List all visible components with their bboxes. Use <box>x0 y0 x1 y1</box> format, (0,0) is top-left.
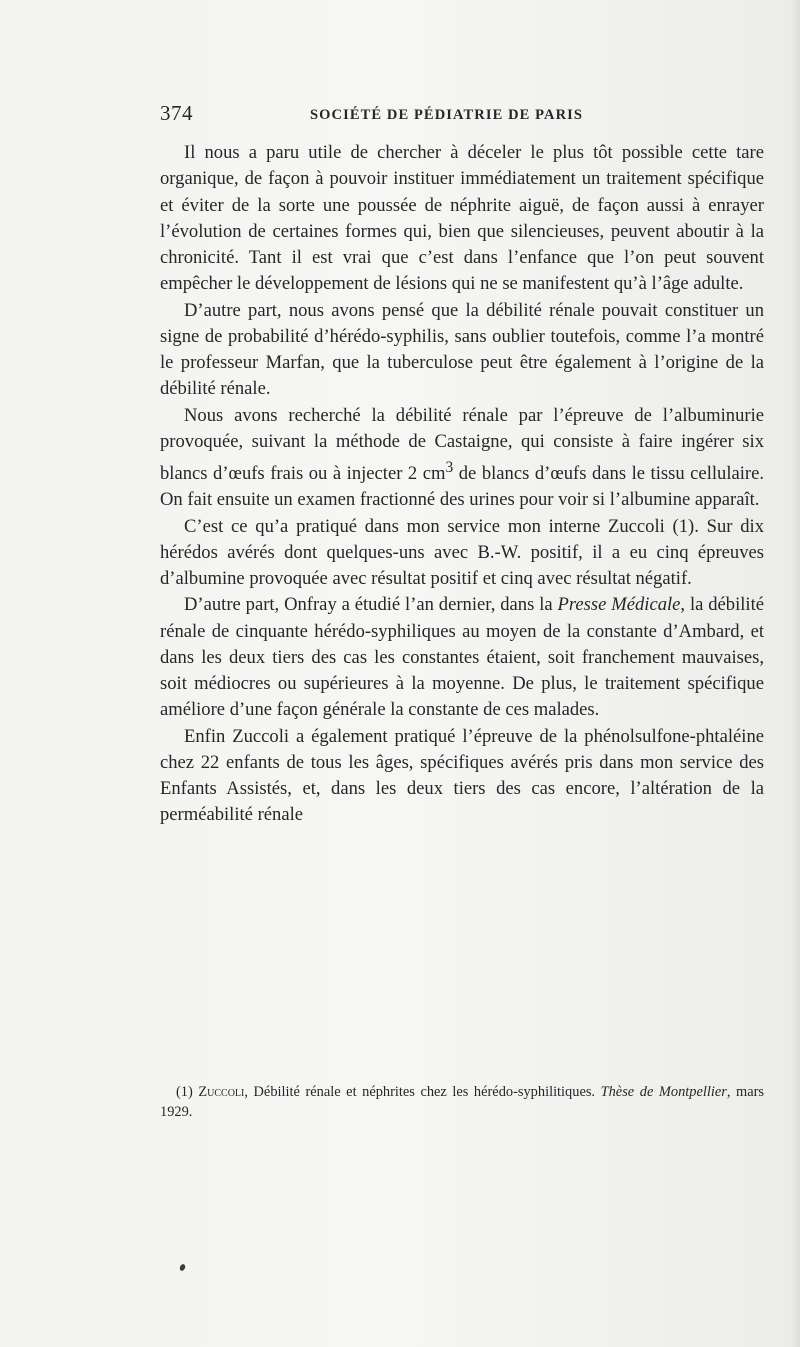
paragraph <box>160 140 764 298</box>
text-run: D’autre part, Onfray a étudié l’an dernier, dans la <box>184 594 558 616</box>
author-name: Zuccoli <box>198 1084 245 1100</box>
text-run: D’autre part, nous avons pensé que la débilité rénale pouvait constituer un signe de probabilité d’hérédo-syphilis, sans oublier toutefois, comme l’a montré le professeur Marfan, que la tuberculose peut être également à l’origine de la débilité rénale. <box>160 299 764 400</box>
paragraph <box>160 592 764 723</box>
footnote-text <box>160 1082 764 1122</box>
ink-speck <box>179 1263 186 1271</box>
text-run: Nous avons recherché la débilité rénale par l’épreuve de l’albuminurie provoquée, suivant la méthode de Castaigne, qui consiste à faire ingérer six blancs d’œufs frais ou à injecter 2 cm <box>160 404 764 485</box>
text-run: , la débilité rénale de cinquante hérédo-syphiliques au moyen de la constante d’Ambard, et dans les deux tiers des cas les constantes étaient, soit franchement mauvaises, soit médiocres ou supérieures à la moyenne. De plus, le traitement spécifique améliore d’une façon générale la constante de ces malades. <box>160 594 764 721</box>
text-run: Il nous a paru utile de chercher à déceler le plus tôt possible cette tare organique, de façon à pouvoir instituer immédiatement un traitement spécifique et éviter de la sorte une poussée de néphrite aiguë, de façon aussi à enrayer l’évolution de certaines formes qui, bien que silencieuses, peuvent aboutir à la chronicité. Tant il est vrai que c’est dans l’enfance que l’on peut souvent empêcher le développement de lésions qui ne se manifestent qu’à l’âge adulte. <box>160 142 764 295</box>
page-header <box>160 101 764 131</box>
page-edge-shadow <box>790 0 800 1347</box>
superscript: 3 <box>445 459 454 476</box>
text-run: Enfin Zuccoli a également pratiqué l’épreuve de la phénolsulfone-phtaléine chez 22 enfants de tous les âges, spécifiques avérés pris dans mon service des Enfants Assistés, et, dans les deux tiers des cas encore, l’altération de la perméabilité rénale <box>160 725 764 826</box>
paragraph <box>160 724 764 829</box>
text-run: C’est ce qu’a pratiqué dans mon service mon interne Zuccoli (1). Sur dix hérédos avérés dont quelques-uns avec B.-W. positif, il a eu cinq épreuves d’albumine provoquée avec résultat positif et cinq avec résultat négatif. <box>160 515 764 590</box>
footnote <box>160 1082 764 1122</box>
text-run: de blancs d’œufs dans le tissu cellulaire. On fait ensuite un examen fractionné des urines pour voir si l’albumine apparaît. <box>160 463 764 511</box>
text-run: (1) <box>176 1084 199 1100</box>
running-title: SOCIÉTÉ DE PÉDIATRIE DE PARIS <box>310 107 584 123</box>
text-run: , mars 1929. <box>160 1084 764 1120</box>
paragraph <box>160 403 764 514</box>
italic-text: Presse Médicale <box>557 594 681 616</box>
italic-text: Thèse de Montpellier <box>600 1084 727 1100</box>
page-number: 374 <box>160 101 193 125</box>
text-run: , Débilité rénale et néphrites chez les hérédo-syphilitiques. <box>244 1084 601 1100</box>
paragraph <box>160 298 764 403</box>
body-text <box>160 140 764 829</box>
paragraph <box>160 514 764 593</box>
